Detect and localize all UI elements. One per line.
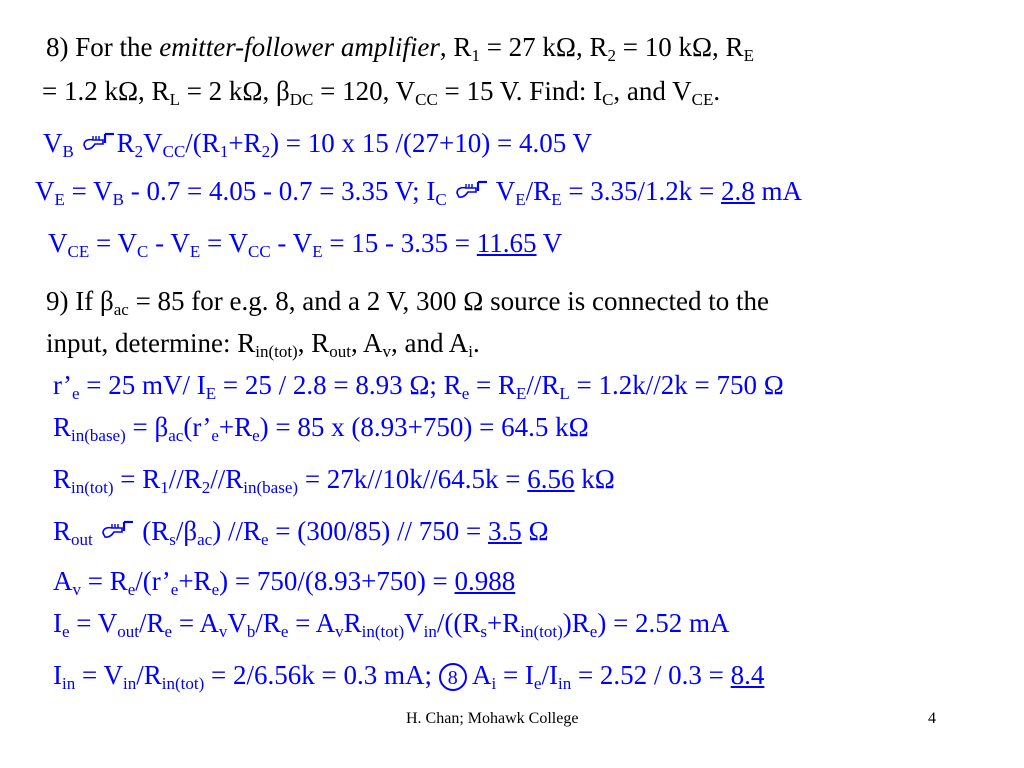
subscript: out	[117, 622, 140, 641]
text: R	[53, 516, 72, 546]
subscript: in	[557, 674, 572, 693]
subscript: s	[480, 622, 488, 641]
text: //R	[168, 464, 202, 494]
text: /(R	[185, 128, 220, 158]
text: - 0.7 = 4.05 - 0.7 = 3.35 V; I	[123, 176, 436, 206]
subscript: in(tot)	[361, 622, 405, 641]
text: )R	[562, 608, 590, 638]
subscript: 2	[201, 478, 211, 497]
text: = 27k//10k//64.5k =	[298, 464, 528, 494]
text: = V	[200, 228, 248, 258]
text: , and A	[390, 328, 469, 358]
subscript: e	[280, 622, 289, 641]
text: +R	[487, 608, 521, 638]
answer-underlined: 2.8	[721, 176, 755, 206]
answer-underlined: 3.5	[487, 516, 522, 546]
subscript: E	[515, 384, 527, 403]
subscript: in	[122, 674, 137, 693]
subscript: e	[252, 426, 260, 445]
text: = 2 kΩ, β	[179, 76, 290, 106]
text: = V	[89, 228, 137, 258]
text: +R	[218, 412, 253, 442]
text: ) = 750/(8.93+750) =	[219, 566, 455, 596]
text: = A	[172, 608, 219, 638]
subscript: B	[112, 190, 124, 209]
circled-eight-icon: 8	[439, 663, 467, 691]
text: = 15 - 3.35 =	[322, 228, 477, 258]
text: - V	[270, 228, 313, 258]
text: = V	[75, 660, 123, 690]
text: /R	[255, 608, 281, 638]
text: +R	[178, 566, 212, 596]
subscript: 2	[261, 142, 271, 161]
text: kΩ	[574, 464, 615, 494]
subscript: s	[169, 530, 176, 549]
text: = R	[469, 370, 516, 400]
text: mA	[754, 176, 803, 206]
text: = (300/85) // 750 =	[268, 516, 488, 546]
text: (R	[135, 516, 170, 546]
text: V	[536, 228, 563, 258]
text: , A	[350, 328, 383, 358]
subscript: E	[515, 190, 526, 209]
text: = 120, V	[313, 76, 416, 106]
subscript: e	[170, 580, 179, 599]
writing-hand-icon	[100, 518, 136, 542]
solution-9-rout	[53, 516, 549, 549]
subscript: in(tot)	[255, 342, 298, 361]
solution-9-re	[53, 370, 784, 403]
subscript: CC	[415, 90, 438, 109]
subscript: L	[169, 90, 180, 109]
subscript: C	[136, 242, 149, 261]
solution-9-iin-ai	[53, 660, 764, 691]
text: = 85 for e.g. 8, and a 2 V, 300 Ω source is connected to the	[128, 286, 769, 316]
solution-8-ve-ic	[35, 176, 803, 209]
text: V	[35, 176, 55, 206]
subscript: e	[589, 622, 598, 641]
text: = R	[81, 566, 128, 596]
text: = 15 V. Find: I	[437, 76, 603, 106]
text: /I	[541, 660, 558, 690]
subscript: in(tot)	[520, 622, 563, 641]
text: = β	[125, 412, 169, 442]
subscript: E	[743, 46, 754, 65]
subscript: e	[533, 674, 542, 693]
solution-9-av	[53, 566, 516, 599]
subscript: v	[72, 580, 81, 599]
subscript: 1	[160, 478, 169, 497]
text: /(r’	[135, 566, 171, 596]
text: +R	[228, 128, 262, 158]
subscript: ac	[197, 530, 213, 549]
subscript: e	[127, 580, 136, 599]
subscript: v	[218, 622, 228, 641]
text: = A	[288, 608, 336, 638]
text: V	[43, 128, 63, 158]
subscript: CE	[67, 242, 90, 261]
text: .	[713, 76, 721, 106]
subscript: E	[551, 190, 562, 209]
text: R	[343, 608, 362, 638]
page-number: 4	[928, 710, 936, 727]
subscript: E	[205, 384, 217, 403]
subscript: CE	[691, 90, 714, 109]
problem-8-line-1	[46, 32, 754, 65]
text: = 25 mV/ I	[79, 370, 206, 400]
text: = 2/6.56k = 0.3 mA;	[204, 660, 439, 690]
subscript: in(base)	[243, 478, 299, 497]
text: /R	[139, 608, 165, 638]
text: - V	[148, 228, 190, 258]
text: ) //R	[212, 516, 261, 546]
subscript: CC	[247, 242, 271, 261]
text: = 3.35/1.2k =	[561, 176, 722, 206]
subscript: e	[461, 384, 470, 403]
subscript: v	[382, 342, 391, 361]
problem-9-line-1	[46, 286, 769, 319]
subscript: E	[189, 242, 201, 261]
subscript: C	[602, 90, 614, 109]
text: = V	[64, 176, 113, 206]
text: V	[227, 608, 247, 638]
text: = 27 kΩ, R	[479, 32, 608, 62]
subscript: e	[164, 622, 173, 641]
subscript: out	[71, 530, 93, 549]
text: V	[48, 228, 68, 258]
text: I	[53, 608, 62, 638]
text: = 1.2 kΩ, R	[42, 76, 170, 106]
text: ) = 10 x 15 /(27+10) = 4.05 V	[270, 128, 592, 158]
subscript: C	[435, 190, 447, 209]
subscript: B	[62, 142, 74, 161]
answer-underlined: 11.65	[476, 228, 537, 258]
text: /((R	[436, 608, 481, 638]
text: = 25 / 2.8 = 8.93 Ω; R	[216, 370, 462, 400]
subscript: i	[468, 342, 473, 361]
text: r’	[53, 370, 72, 400]
subscript: 1	[219, 142, 229, 161]
text: A	[466, 660, 492, 690]
subscript: v	[335, 622, 344, 641]
answer-underlined: 6.56	[527, 464, 575, 494]
subscript: DC	[289, 90, 314, 109]
subscript: ac	[168, 426, 184, 445]
subscript: in(tot)	[71, 478, 114, 497]
text: input, determine: R	[46, 328, 256, 358]
text: , R	[439, 32, 472, 62]
problem-9-line-2	[46, 328, 480, 361]
subscript: 2	[134, 142, 144, 161]
solution-8-vb	[43, 128, 592, 161]
answer-underlined: 8.4	[730, 660, 765, 690]
subscript: CC	[162, 142, 186, 161]
solution-8-vce	[48, 228, 563, 261]
text: /R	[136, 660, 162, 690]
solution-9-rin-base	[53, 412, 589, 445]
text: , and V	[613, 76, 692, 106]
text-italic: emitter-follower amplifier	[159, 32, 440, 62]
solution-9-rin-tot	[53, 464, 615, 497]
text: = 1.2k//2k = 750 Ω	[569, 370, 784, 400]
subscript: E	[312, 242, 323, 261]
text: 8) For the	[46, 32, 160, 62]
text: .	[472, 328, 480, 358]
subscript: in	[423, 622, 437, 641]
text: V	[404, 608, 424, 638]
writing-hand-icon	[81, 130, 117, 154]
text: = 10 kΩ, R	[616, 32, 744, 62]
subscript: i	[491, 674, 497, 693]
subscript: e	[211, 426, 219, 445]
text: (r’	[183, 412, 212, 442]
subscript: e	[211, 580, 220, 599]
subscript: in(tot)	[161, 674, 205, 693]
subscript: b	[246, 622, 256, 641]
subscript: L	[559, 384, 570, 403]
subscript: 1	[471, 46, 480, 65]
subscript: e	[71, 384, 80, 403]
text: R	[116, 128, 135, 158]
footer-author: H. Chan; Mohawk College	[406, 710, 579, 727]
text: ) = 85 x (8.93+750) = 64.5 kΩ	[259, 412, 589, 442]
subscript: out	[329, 342, 351, 361]
text: ) = 2.52 mA	[597, 608, 730, 638]
text: A	[53, 566, 73, 596]
problem-8-line-2	[42, 76, 721, 109]
text: //R	[526, 370, 560, 400]
text: I	[53, 660, 62, 690]
text: V	[143, 128, 163, 158]
text: = 2.52 / 0.3 =	[571, 660, 731, 690]
subscript: in(base)	[71, 426, 126, 445]
subscript: ac	[113, 300, 129, 319]
text: = I	[496, 660, 534, 690]
solution-9-ie	[53, 608, 730, 641]
writing-hand-icon	[454, 178, 490, 202]
text: /R	[525, 176, 552, 206]
subscript: e	[260, 530, 269, 549]
text: , R	[297, 328, 330, 358]
text: R	[53, 412, 72, 442]
text: //R	[210, 464, 244, 494]
text: 9) If β	[46, 286, 114, 316]
text: R	[53, 464, 72, 494]
text: Ω	[521, 516, 549, 546]
text: = V	[69, 608, 118, 638]
text: = R	[113, 464, 161, 494]
subscript: 2	[607, 46, 616, 65]
subscript: e	[62, 622, 70, 641]
text: V	[489, 176, 516, 206]
subscript: E	[54, 190, 65, 209]
answer-underlined: 0.988	[454, 566, 516, 596]
text: /β	[175, 516, 198, 546]
subscript: in	[62, 674, 76, 693]
